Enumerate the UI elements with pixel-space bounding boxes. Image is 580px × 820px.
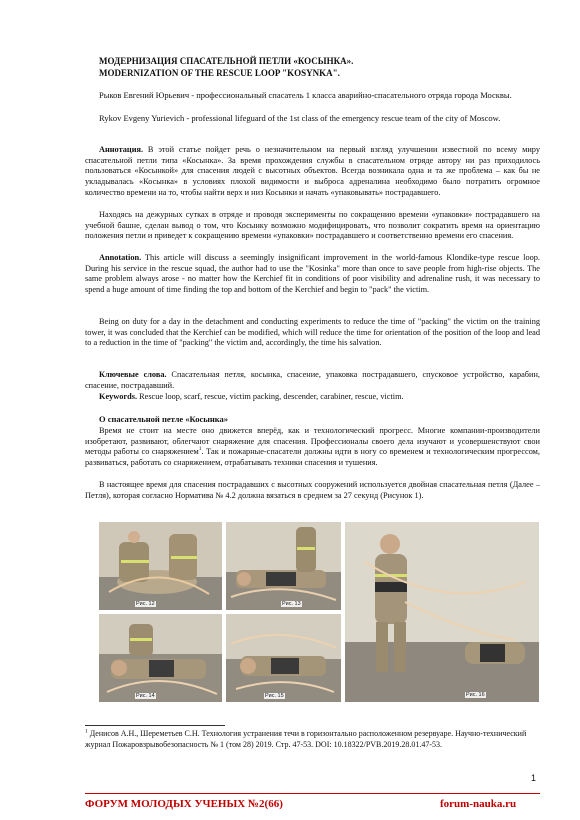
photo-fig13 — [226, 522, 341, 610]
journal-name: ФОРУМ МОЛОДЫХ УЧЕНЫХ №2(66) — [85, 798, 283, 810]
annotation-en-text-1: This article will discuss a seemingly insignificant improvement in the world-famous Klondike-type rescue loop. During his service in the rescue squad, the author had to use the "Kosinka" more than once to save people from high-rise objects. The same problem always arose - no matter how the Kerchief fit in conditions of poor visibility and adrenaline rush, it was necessary to spend a huge amount of time finding the top and bottom of the Kerchief and begin to "pack" the victim. — [85, 253, 540, 295]
photo-fig12 — [99, 522, 222, 610]
author-en: Rykov Evgeny Yurievich - professional lifeguard of the 1st class of the emergency rescue team of the city of Moscow. — [99, 113, 501, 123]
photo-fig16 — [345, 522, 539, 702]
photo-fig12-image — [99, 522, 222, 610]
title-en: MODERNIZATION OF THE RESCUE LOOP "KOSYNKA". — [99, 68, 340, 78]
keywords-ru-label: Ключевые слова. — [99, 370, 167, 379]
footnote-ref[interactable]: 1 — [198, 446, 202, 453]
photo-fig14 — [99, 614, 222, 702]
page-number: 1 — [531, 773, 537, 783]
annotation-ru-p2: Находясь на дежурных сутках в отряде и проводя эксперименты по сокращению времени «упаковки» пострадавшего на учебной башне, сделан вывод о том, что Косынку возможно модифицировать, что позволит сократить время на ориентацию положения петли и приведет к сокращению времени «упаковки» пострадавшего и соответственно времени его спасения. — [85, 210, 540, 241]
photo-fig15 — [226, 614, 341, 702]
annotation-en-p2: Being on duty for a day in the detachment and conducting experiments to reduce the time of "packing" the victim on the training tower, it was concluded that the Kerchief can be modified, which will reduce the time for orientation of the position of the loop and lead to a reduction in the time of "packing" the victim and, accordingly, the time his salvation. — [85, 317, 540, 348]
annotation-ru-p1 — [85, 145, 540, 199]
photo-fig13-image — [226, 522, 341, 610]
section-p1-text-b: . Так и пожарные-спасатели должны идти в ногу со временем и технологическим прогрессом, развиваться, работать со снаряжением, отрабатывать техники спасения и тушения. — [85, 447, 541, 468]
photo-fig16-image — [345, 522, 539, 702]
photo-fig15-image — [226, 614, 341, 702]
footer-rule — [85, 793, 540, 794]
caption-fig15: Рис. 15 — [265, 693, 284, 699]
caption-fig14: Рис. 14 — [136, 693, 155, 699]
photo-fig14-image — [99, 614, 222, 702]
section-p1 — [85, 426, 540, 469]
section-p1-text-a: Время не стоит на месте оно движется вперёд, как и технологический прогресс. Многие компании-производители изобретают, развивают, облегчают снаряжение для спасения. Профессионалы своего дела изучают и усовершенствуют свои методы работы со снаряжением — [85, 426, 540, 457]
keywords-en-text: Rescue loop, scarf, rescue, victim packing, descender, carabiner, rescue, victim. — [137, 392, 404, 401]
footnote — [85, 728, 540, 750]
footnote-separator — [85, 725, 225, 726]
footnote-number: 1 — [85, 728, 88, 735]
article-title — [99, 55, 499, 79]
caption-fig13: Рис. 13 — [282, 601, 301, 607]
keywords-en — [85, 392, 540, 403]
annotation-ru-label: Аннотация. — [99, 145, 144, 154]
author-ru — [85, 90, 540, 102]
caption-fig12: Рис. 12 — [136, 601, 155, 607]
keywords-ru-text: Спасательная петля, косынка, спасение, упаковка пострадавшего, спусковое устройство, карабин, спасение, пострадавший. — [85, 370, 540, 390]
section-heading: О спасательной петле «Косынка» — [99, 414, 229, 424]
keywords-en-label: Keywords. — [99, 392, 138, 401]
annotation-en-label: Annotation. — [99, 253, 142, 262]
figure-1-photo-collage — [99, 522, 539, 702]
author-ru-name: Рыков Евгений Юрьевич - — [99, 90, 195, 100]
annotation-en-p1 — [85, 253, 540, 296]
footnote-text: Денисов А.Н., Шереметьев С.Н. Технология устранения течи в горизонтально расположенном резервуаре. Научно-технический журнал Пожаровзрывобезопасность № 1 (том 28) 2019. Стр. 47-53. DOI: 10.18322/PVB.2019.28.01.47-53. — [85, 729, 527, 749]
author-ru-affiliation: профессиональный спасатель 1 класса аварийно-спасательного отряда города Москвы. — [194, 90, 512, 100]
section-p2: В настоящее время для спасения пострадавших с высотных сооружений используется двойная спасательная петля (Далее – Петля), которая согласно Норматива № 4.2 должна вязаться в среднем за 27 секунд (Рисунок 1). — [85, 480, 540, 500]
annotation-ru-text-1: В этой статье пойдет речь о незначительном на первый взгляд улучшении известной по всему миру спасательной петли типа «Косынка». За время прохождения службы в спасательном отряде автору ни раз приходилось пользоваться «Косынкой» для спасения людей с высотных объектов. Всегда возникала одна и та же проблема – как бы не укладывалась «Косынка» в условиях плохой видимости и выброса адреналина необходимо было потратить огромное количество времени на то, чтобы найти верх и низ Косынки и начать «упаковывать» пострадавшего. — [85, 145, 540, 197]
caption-fig16: Рис. 16 — [466, 692, 485, 698]
keywords-ru — [85, 370, 540, 391]
title-ru: МОДЕРНИЗАЦИЯ СПАСАТЕЛЬНОЙ ПЕТЛИ «КОСЫНКА». — [99, 56, 354, 66]
journal-website-link[interactable]: forum-nauka.ru — [440, 798, 517, 810]
